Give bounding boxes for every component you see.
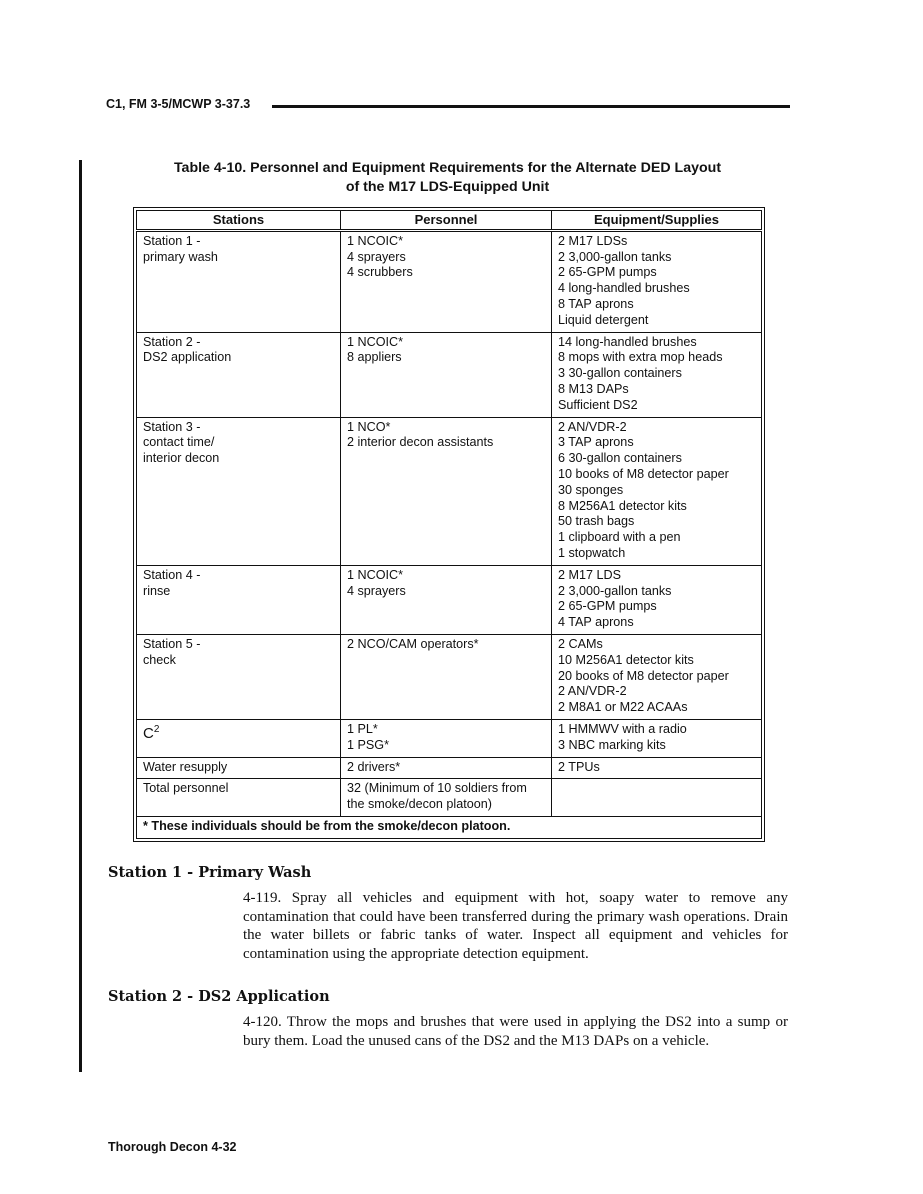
station-cell <box>137 634 341 719</box>
section-heading-station-2: Station 2 - DS2 Application <box>108 988 330 1005</box>
equipment-cell <box>552 565 762 634</box>
table-row <box>137 634 762 719</box>
personnel-cell <box>341 332 552 417</box>
station-cell <box>137 417 341 565</box>
cell-line: 2 65-GPM pumps <box>558 265 657 280</box>
cell-line: Station 2 - <box>143 334 201 349</box>
station-cell <box>137 565 341 634</box>
header-rule <box>272 105 790 108</box>
cell-line: 2 drivers* <box>347 759 401 774</box>
personnel-cell <box>341 634 552 719</box>
paragraph-4-120: 4-120. Throw the mops and brushes that were used in applying the DS2 into a sump or bury them. Load the unused cans of the DS2 and the M13 DAPs on a vehicle. <box>243 1014 788 1049</box>
cell-line: 1 NCOIC* <box>347 334 403 349</box>
cell-line: 2 interior decon assistants <box>347 435 494 450</box>
cell-line: 30 sponges <box>558 482 624 497</box>
cell-line: 1 clipboard with a pen <box>558 530 681 545</box>
cell-line: 1 NCOIC* <box>347 233 403 248</box>
cell-line: 10 M256A1 detector kits <box>558 652 694 667</box>
cell-line: Station 5 - <box>143 636 201 651</box>
table-row <box>137 417 762 565</box>
cell-line: 8 M13 DAPs <box>558 381 629 396</box>
cell-line: 2 M17 LDS <box>558 567 621 582</box>
cell-line: 4 TAP aprons <box>558 615 634 630</box>
cell-line: Sufficient DS2 <box>558 397 638 412</box>
requirements-table <box>136 210 762 839</box>
cell-line: 1 HMMWV with a radio <box>558 721 687 736</box>
cell-line: 8 M256A1 detector kits <box>558 498 687 513</box>
cell-line: 50 trash bags <box>558 514 635 529</box>
cell-line: 2 M17 LDSs <box>558 233 628 248</box>
cell-line: 14 long-handled brushes <box>558 334 697 349</box>
cell-line: 8 mops with extra mop heads <box>558 350 723 365</box>
station-cell <box>137 719 341 757</box>
personnel-cell <box>341 719 552 757</box>
cell-line: 1 stopwatch <box>558 545 626 560</box>
table-row <box>137 332 762 417</box>
cell-line: the smoke/decon platoon) <box>347 797 492 812</box>
table-title <box>130 159 765 197</box>
command-and-control-label <box>143 725 159 742</box>
cell-line: contact time/ <box>143 435 215 450</box>
cell-line: 4 sprayers <box>347 583 406 598</box>
cell-line: 1 NCOIC* <box>347 567 403 582</box>
equipment-cell <box>552 417 762 565</box>
personnel-cell <box>341 757 552 779</box>
cell-line: 6 30-gallon containers <box>558 451 682 466</box>
table-row <box>137 779 762 817</box>
cell-line: Total personnel <box>143 781 229 796</box>
personnel-cell <box>341 417 552 565</box>
cell-line: 1 PSG* <box>347 737 389 752</box>
cell-line: 1 NCO* <box>347 419 391 434</box>
table-footnote: * These individuals should be from the smoke/decon platoon. <box>137 816 762 838</box>
cell-line: 2 3,000-gallon tanks <box>558 583 672 598</box>
cell-line: 3 TAP aprons <box>558 435 634 450</box>
cell-line: Water resupply <box>143 759 228 774</box>
table-title-line-1: Table 4-10. Personnel and Equipment Requirements for the Alternate DED Layout <box>173 160 722 176</box>
table-row <box>137 565 762 634</box>
cell-line: Station 4 - <box>143 567 201 582</box>
table-row <box>137 230 762 332</box>
cell-line: 1 PL* <box>347 721 378 736</box>
cell-line: 3 NBC marking kits <box>558 737 666 752</box>
cell-line: interior decon <box>143 451 220 466</box>
personnel-cell <box>341 230 552 332</box>
change-bar <box>79 160 82 1072</box>
table-row <box>137 719 762 757</box>
cell-line: 4 sprayers <box>347 249 406 264</box>
cell-line: 2 65-GPM pumps <box>558 599 657 614</box>
cell-line: 2 TPUs <box>558 759 600 774</box>
cell-line: rinse <box>143 583 171 598</box>
running-header: C1, FM 3-5/MCWP 3-37.3 <box>106 97 251 111</box>
cell-line: 8 TAP aprons <box>558 296 634 311</box>
requirements-table-frame <box>133 207 765 842</box>
cell-line: DS2 application <box>143 350 232 365</box>
equipment-cell <box>552 757 762 779</box>
cell-line: check <box>143 652 176 667</box>
table-body <box>137 230 762 816</box>
table-header-row <box>137 211 762 231</box>
cell-line: 2 M8A1 or M22 ACAAs <box>558 700 688 715</box>
section-heading-station-1: Station 1 - Primary Wash <box>108 864 312 881</box>
cell-line: 3 30-gallon containers <box>558 366 682 381</box>
station-cell <box>137 332 341 417</box>
page-footer: Thorough Decon 4-32 <box>108 1140 237 1154</box>
cell-line: 10 books of M8 detector paper <box>558 466 729 481</box>
cell-line: 4 scrubbers <box>347 265 413 280</box>
cell-line: Station 1 - <box>143 233 201 248</box>
c2-superscript: 2 <box>153 723 160 735</box>
station-cell <box>137 779 341 817</box>
table-title-line-2: of the M17 LDS-Equipped Unit <box>345 179 550 195</box>
cell-line: 8 appliers <box>347 350 402 365</box>
table-row <box>137 757 762 779</box>
cell-line: 2 AN/VDR-2 <box>558 419 627 434</box>
table-footnote-row <box>137 816 762 838</box>
cell-line: 2 AN/VDR-2 <box>558 684 627 699</box>
cell-line: 2 3,000-gallon tanks <box>558 249 672 264</box>
equipment-cell <box>552 230 762 332</box>
paragraph-4-119: 4-119. Spray all vehicles and equipment with hot, soapy water to remove any contamination that could have been transferred during the primary wash operations. Drain the water billets or fabric tanks of water. Inspect all equipment and vehicles for contamination using the appropriate detection equipment. <box>243 890 788 962</box>
column-header-stations: Stations <box>137 211 341 231</box>
column-header-personnel: Personnel <box>341 211 552 231</box>
cell-line: Liquid detergent <box>558 312 649 327</box>
cell-line: 2 NCO/CAM operators* <box>347 636 479 651</box>
cell-line: 32 (Minimum of 10 soldiers from <box>347 781 527 796</box>
cell-line: 20 books of M8 detector paper <box>558 668 729 683</box>
station-cell <box>137 230 341 332</box>
cell-line: Station 3 - <box>143 419 201 434</box>
cell-line: primary wash <box>143 249 218 264</box>
equipment-cell <box>552 779 762 817</box>
equipment-cell <box>552 332 762 417</box>
column-header-equipment: Equipment/Supplies <box>552 211 762 231</box>
cell-line: 4 long-handled brushes <box>558 281 690 296</box>
personnel-cell <box>341 565 552 634</box>
personnel-cell <box>341 779 552 817</box>
equipment-cell <box>552 719 762 757</box>
station-cell <box>137 757 341 779</box>
c2-base: C <box>143 724 154 742</box>
cell-line: 2 CAMs <box>558 636 603 651</box>
equipment-cell <box>552 634 762 719</box>
